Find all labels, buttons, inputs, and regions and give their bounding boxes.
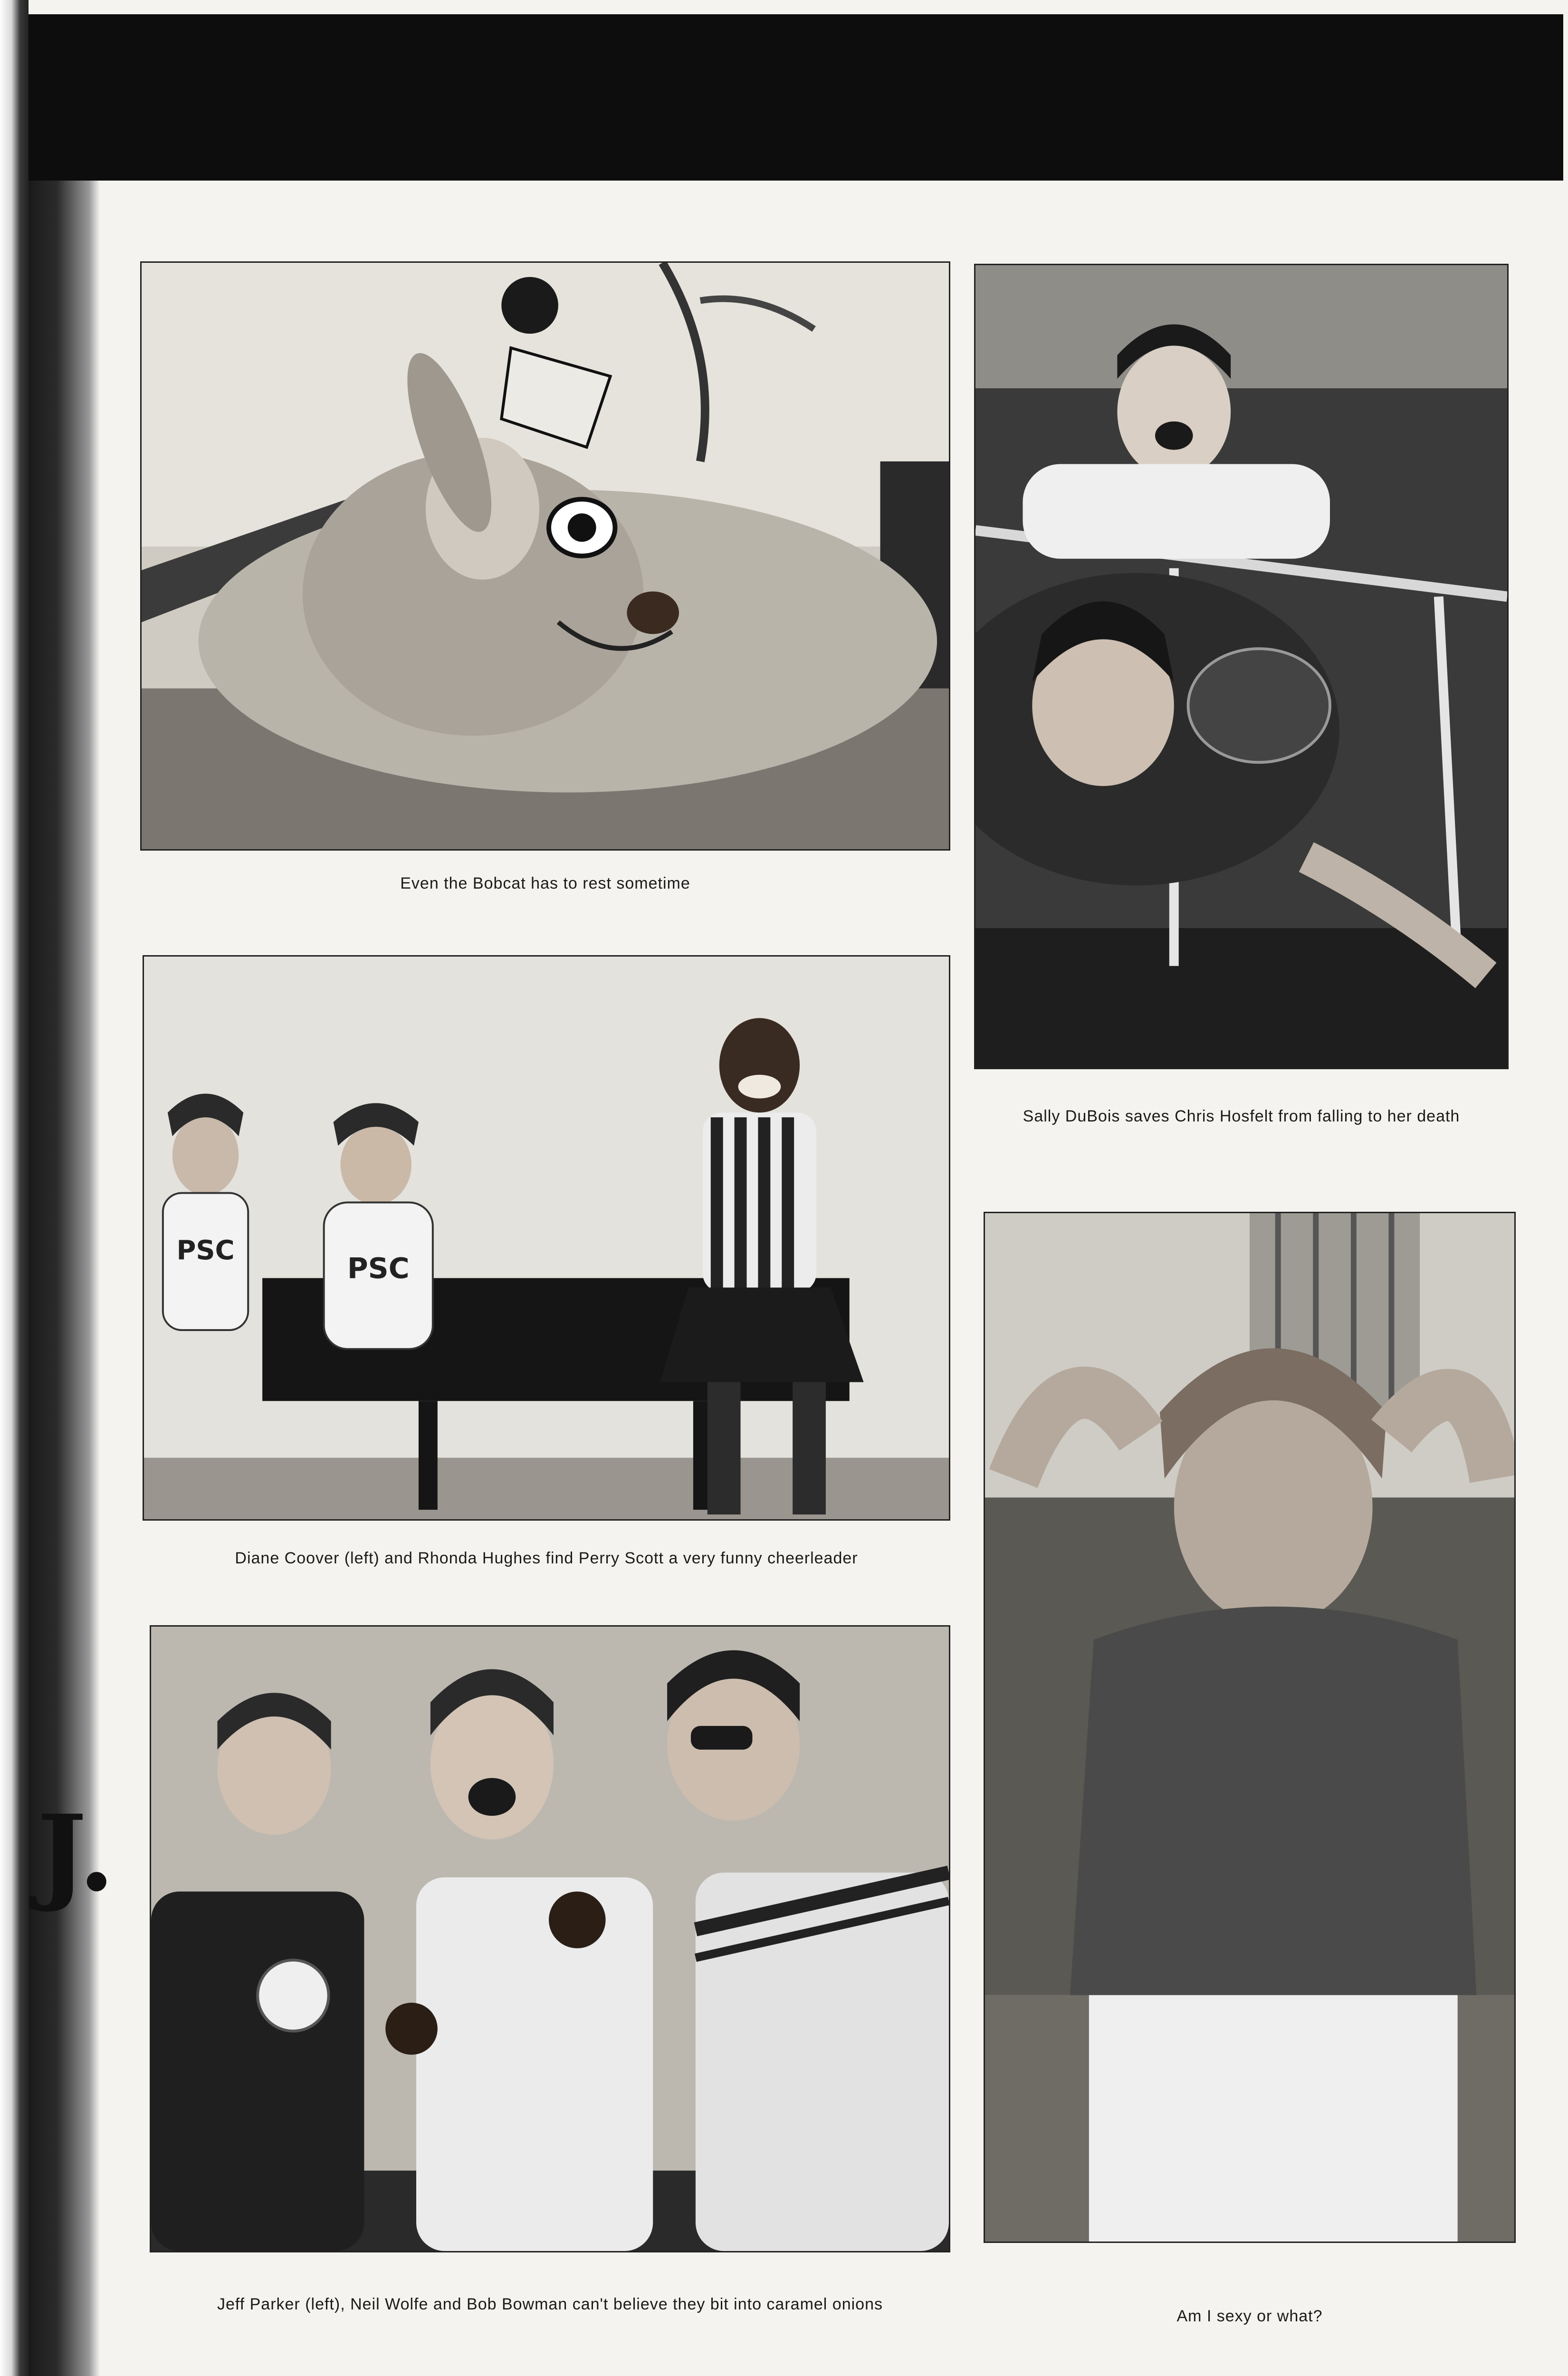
cheer-sweater-text-2: PSC bbox=[347, 1252, 410, 1285]
cheer-sweater-text-1: PSC bbox=[176, 1235, 235, 1266]
photo-dubois-hosfelt bbox=[974, 264, 1509, 1069]
spine-letter-fragment: J. bbox=[37, 1792, 115, 1915]
caption-sexy: Am I sexy or what? bbox=[1176, 2307, 1323, 2325]
caption-cheerleader: Diane Coover (left) and Rhonda Hughes find Perry Scott a very funny cheerleader bbox=[235, 1549, 858, 1567]
caption-caramel: Jeff Parker (left), Neil Wolfe and Bob Bowman can't believe they bit into caramel onions bbox=[217, 2295, 883, 2313]
caption-bobcat: Even the Bobcat has to rest sometime bbox=[400, 874, 690, 892]
page-binding-edge bbox=[0, 0, 29, 2376]
photo-sexy-or-what bbox=[984, 1212, 1516, 2243]
page-header-bar bbox=[29, 14, 1563, 181]
caption-dubois: Sally DuBois saves Chris Hosfelt from falling to her death bbox=[1023, 1107, 1460, 1125]
scan-spine-shadow bbox=[29, 181, 115, 2376]
photo-cheerleaders bbox=[143, 955, 950, 1521]
photo-bobcat-mascot bbox=[140, 261, 950, 851]
photo-caramel-onions bbox=[150, 1625, 950, 2252]
